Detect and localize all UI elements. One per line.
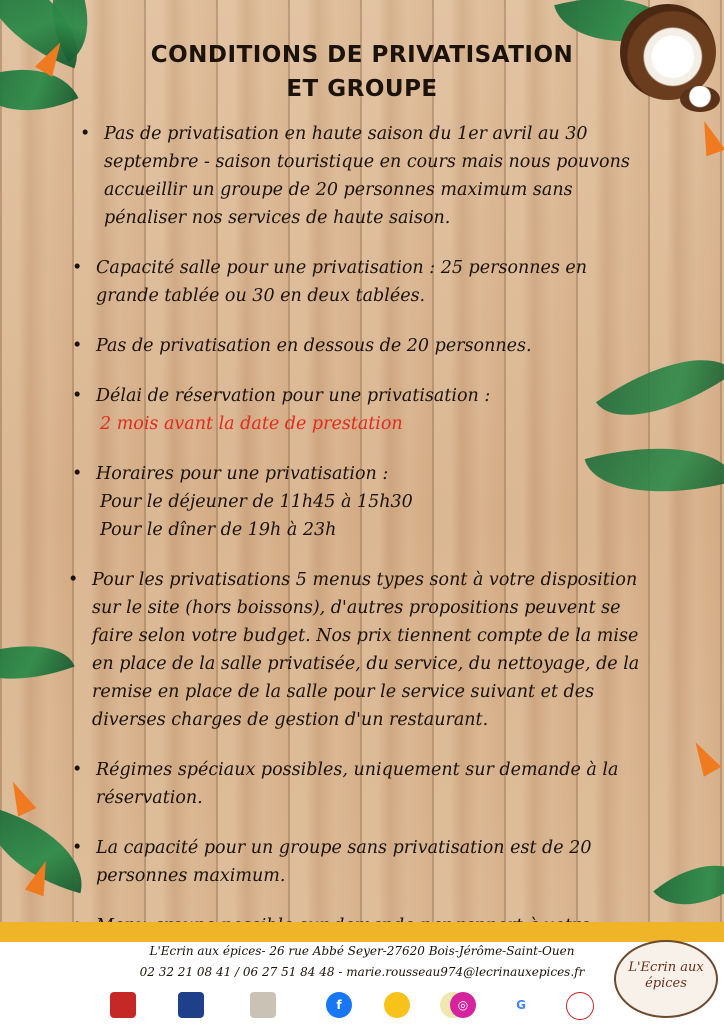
instagram-icon[interactable]: ◎ (450, 992, 476, 1018)
item-line: en place de la salle privatisée, du service, du nettoyage, de la (92, 654, 640, 674)
booking-delay-highlight: 2 mois avant la date de prestation (100, 414, 403, 434)
page-title (0, 38, 724, 106)
item-line: • Pas de privatisation en dessous de 20 personnes. (96, 336, 532, 356)
title-line-2: ET GROUPE (286, 76, 438, 102)
tourism-logo (178, 992, 204, 1018)
qualite-tourisme-logo (566, 992, 594, 1020)
item-line: Pour le déjeuner de 11h45 à 15h30 (100, 492, 413, 512)
conditions-list (72, 120, 704, 990)
footer-contact: 02 32 21 08 41 / 06 27 51 84 48 - marie.rousseau974@lecrinauxepices.fr (139, 965, 585, 979)
list-item-room-capacity (72, 254, 704, 310)
label-logo (384, 992, 410, 1018)
maitre-restaurateur-logo (110, 992, 136, 1018)
brand-logo-text: L'Ecrin aux épices (628, 960, 704, 991)
title-line-1: CONDITIONS DE PRIVATISATION (150, 42, 574, 68)
restaurant-brand-logo (614, 940, 718, 1018)
google-icon[interactable]: G (508, 992, 534, 1018)
item-line: remise en place de la salle pour le service suivant et des (92, 682, 595, 702)
item-line: faire selon votre budget. Nos prix tiennent compte de la mise (92, 626, 639, 646)
list-item-opening-hours (72, 460, 704, 544)
les-toques-francaises-logo (250, 992, 276, 1018)
item-line: • Régimes spéciaux possibles, uniquement sur demande à la (96, 760, 619, 780)
item-line: sur le site (hors boissons), d'autres propositions peuvent se (92, 598, 621, 618)
item-line: • Délai de réservation pour une privatisation : (96, 386, 491, 406)
item-line: • Pour les privatisations 5 menus types sont à votre disposition (92, 570, 638, 590)
list-item-booking-delay (72, 382, 704, 438)
footer-band (0, 922, 724, 942)
bird-of-paradise-flower-bottom-left (4, 777, 36, 816)
list-item-minimum-guests (72, 332, 704, 360)
item-line: personnes maximum. (96, 866, 286, 886)
item-line: • Pas de privatisation en haute saison du 1er avril au 30 (104, 124, 588, 144)
item-line: • Horaires pour une privatisation : (96, 464, 389, 484)
facebook-icon[interactable]: f (326, 992, 352, 1018)
partner-logos (100, 992, 600, 1020)
item-line: accueillir un groupe de 20 personnes maximum sans (104, 180, 573, 200)
list-item-special-diets (72, 756, 704, 812)
list-item-menus (68, 566, 704, 734)
item-line: grande tablée ou 30 en deux tablées. (96, 286, 426, 306)
list-item-group-capacity (72, 834, 704, 890)
item-line: Pour le dîner de 19h à 23h (100, 520, 337, 540)
item-line: septembre - saison touristique en cours mais nous pouvons (104, 152, 630, 172)
list-item-high-season (80, 120, 704, 232)
item-line: • Capacité salle pour une privatisation : 25 personnes en (96, 258, 588, 278)
item-line: • La capacité pour un groupe sans privatisation est de 20 (96, 838, 592, 858)
item-line: diverses charges de gestion d'un restaurant. (92, 710, 489, 730)
item-line: pénaliser nos services de haute saison. (104, 208, 451, 228)
footer-address: L'Ecrin aux épices- 26 rue Abbé Seyer-27620 Bois-Jérôme-Saint-Ouen (149, 944, 575, 958)
item-line: réservation. (96, 788, 203, 808)
palm-leaf-left-mid (0, 624, 75, 700)
